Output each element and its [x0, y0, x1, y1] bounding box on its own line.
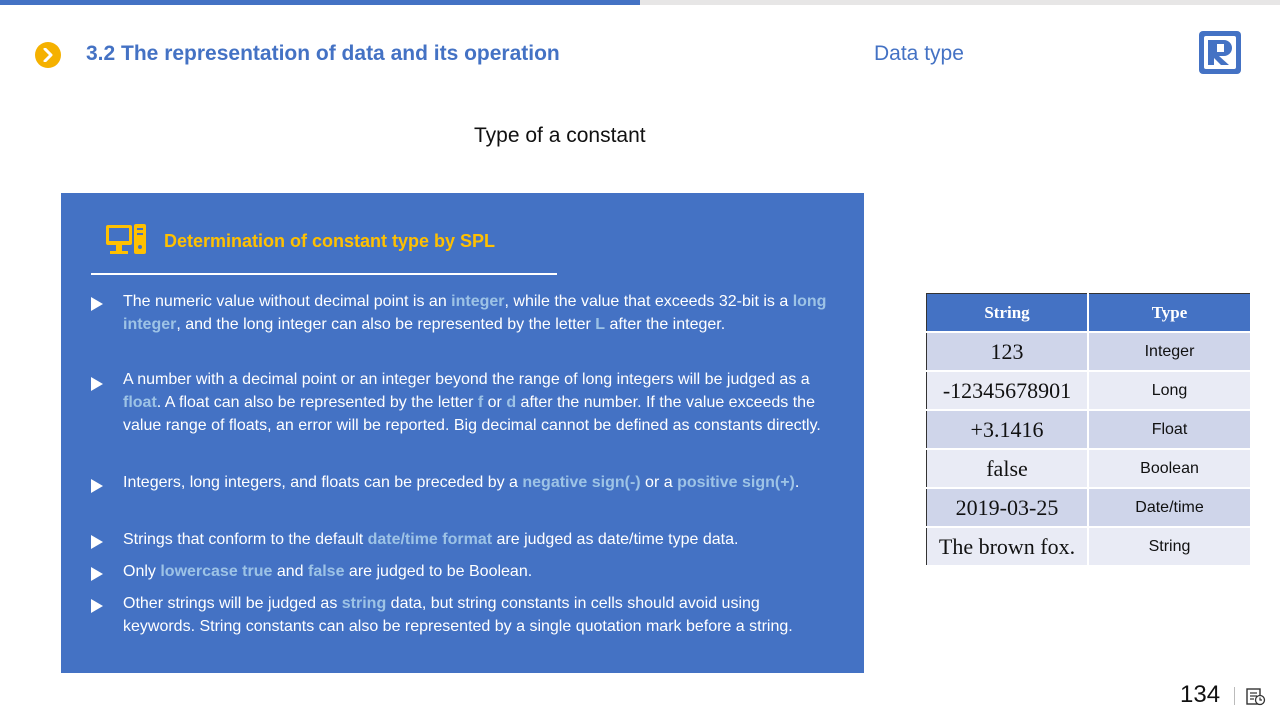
- table-cell: 123: [927, 332, 1089, 371]
- bullet-text: [123, 592, 823, 638]
- column-header: String: [927, 294, 1089, 333]
- table-row: [927, 527, 1252, 566]
- bullet-icon: [91, 377, 103, 391]
- table-cell: -12345678901: [927, 371, 1089, 410]
- text-segment: or a: [640, 474, 678, 491]
- bullet-icon: [91, 599, 103, 613]
- slide-subtitle: Type of a constant: [474, 124, 646, 147]
- table-cell: String: [1088, 527, 1251, 566]
- table-cell: Integer: [1088, 332, 1251, 371]
- text-segment: Integers, long integers, and floats can be preceded by a: [123, 474, 523, 491]
- text-segment: .: [794, 474, 800, 491]
- bullet-icon: [91, 479, 103, 493]
- content-panel: [61, 193, 864, 673]
- bullet-icon: [91, 297, 103, 311]
- table-cell: +3.1416: [927, 410, 1089, 449]
- text-segment: are judged to be Boolean.: [344, 563, 533, 580]
- text-segment: , and the long integer can also be represented by the letter: [176, 316, 596, 333]
- text-segment: or: [483, 394, 507, 411]
- table-cell: Boolean: [1088, 449, 1251, 488]
- highlighted-term: lowercase true: [160, 563, 273, 580]
- bullet-text: [123, 528, 838, 551]
- bullet-icon: [91, 535, 103, 549]
- page-number: 134: [1180, 681, 1221, 708]
- table-cell: The brown fox.: [927, 527, 1089, 566]
- table-cell: 2019-03-25: [927, 488, 1089, 527]
- highlighted-term: L: [595, 316, 606, 333]
- table-cell: false: [927, 449, 1089, 488]
- highlighted-term: string: [341, 595, 387, 612]
- highlighted-term: date/time format: [367, 531, 493, 548]
- highlighted-term: integer: [451, 293, 505, 310]
- text-segment: , while the value that exceeds 32-bit is a: [504, 293, 793, 310]
- bullet-text: [123, 368, 828, 437]
- chevron-right-icon: [35, 42, 61, 68]
- bullet-text: [123, 471, 803, 494]
- text-segment: Strings that conform to the default: [123, 531, 368, 548]
- text-segment: Other strings will be judged as: [123, 595, 342, 612]
- table-cell: Float: [1088, 410, 1251, 449]
- top-progress-bar: [0, 0, 640, 5]
- text-segment: are judged as date/time type data.: [492, 531, 739, 548]
- computer-icon: [105, 223, 147, 257]
- highlighted-term: float: [123, 394, 157, 411]
- highlighted-term: d: [506, 394, 517, 411]
- column-header: Type: [1088, 294, 1251, 333]
- brand-logo-icon: [1199, 31, 1241, 74]
- bullet-text: [123, 290, 838, 336]
- text-segment: after the integer.: [605, 316, 726, 333]
- type-table: [926, 293, 1252, 567]
- text-segment: The numeric value without decimal point is an: [123, 293, 452, 310]
- highlighted-term: positive sign(+): [677, 474, 795, 491]
- bullet-icon: [91, 567, 103, 581]
- panel-title: Determination of constant type by SPL: [164, 231, 496, 251]
- highlighted-term: long integer: [123, 293, 827, 333]
- table-cell: Long: [1088, 371, 1251, 410]
- highlighted-term: false: [308, 563, 345, 580]
- table-row: [927, 371, 1252, 410]
- table-header-row: [927, 294, 1252, 333]
- highlighted-term: f: [477, 394, 484, 411]
- panel-divider: [91, 273, 557, 275]
- footer-divider: [1234, 687, 1235, 705]
- table-row: [927, 488, 1252, 527]
- text-segment: and: [272, 563, 308, 580]
- text-segment: . A float can also be represented by the letter: [156, 394, 478, 411]
- table-row: [927, 449, 1252, 488]
- bullet-text: [123, 560, 838, 583]
- text-segment: data, but string constants in cells should avoid using keywords. String constants can also be represented by a single quotation mark before a string.: [123, 595, 793, 635]
- section-label: Data type: [874, 42, 964, 65]
- text-segment: A number with a decimal point or an integer beyond the range of long integers will be judged as a: [123, 371, 810, 388]
- notes-icon[interactable]: [1246, 688, 1266, 706]
- text-segment: after the number. If the value exceeds the value range of floats, an error will be reported. Big decimal cannot be defined as constants directly.: [123, 394, 821, 434]
- table-row: [927, 410, 1252, 449]
- highlighted-term: negative sign(-): [522, 474, 641, 491]
- slide-heading: 3.2 The representation of data and its operation: [86, 42, 560, 65]
- top-progress-track: [640, 0, 1280, 5]
- table-row: [927, 332, 1252, 371]
- table-cell: Date/time: [1088, 488, 1251, 527]
- text-segment: Only: [123, 563, 161, 580]
